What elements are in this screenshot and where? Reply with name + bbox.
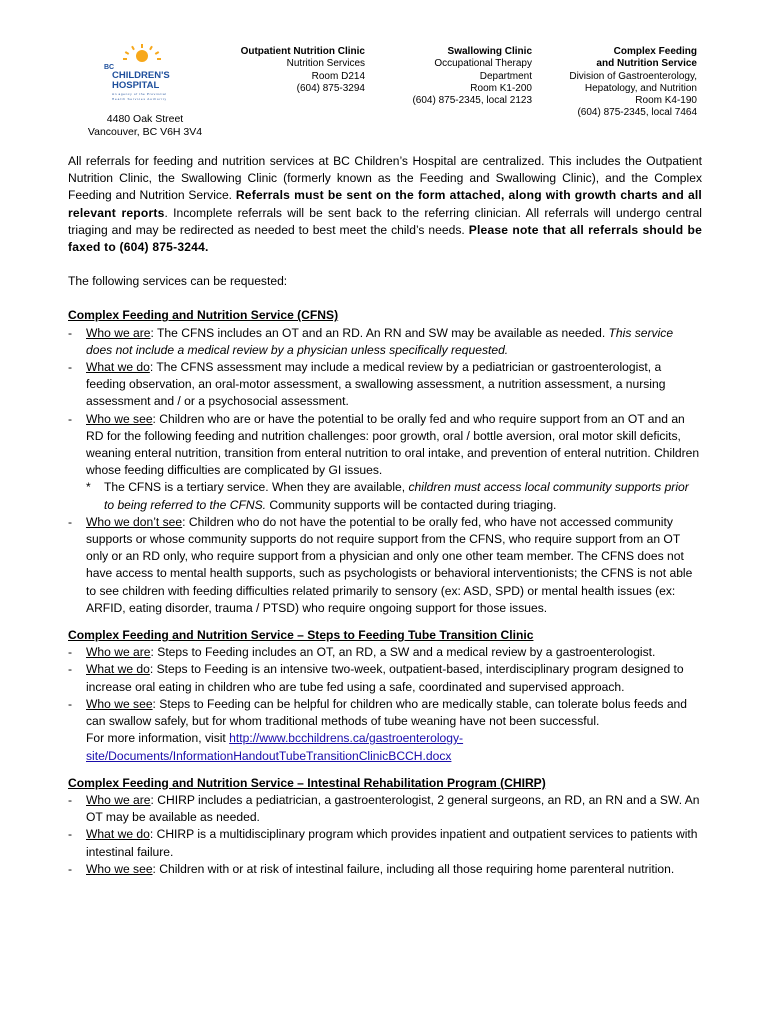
- item-label: Who we see: [86, 696, 153, 711]
- logo-tagline: [112, 92, 166, 101]
- list-item: - Who we see: Children who are or have the potential to be orally fed and who require support from an OT and an RD for the following feeding and nutrition challenges: poor growth, oral / bottle aversion, oral motor skill deficits, weaning enteral nutrition, transition from enteral nutrition to oral intake, and prevention of enteral nutrition. Children whose feeding difficulties are complicated by GI issues.: [68, 411, 700, 478]
- item-label: What we do: [86, 662, 150, 677]
- clinic-outpatient-nutrition: [210, 46, 365, 95]
- clinic-line: Hepatology, and Nutrition: [584, 82, 697, 94]
- section-title-chirp: Complex Feeding and Nutrition Service – Intestinal Rehabilitation Program (CHIRP): [68, 775, 546, 790]
- item-label: Who we are: [86, 645, 151, 660]
- logo-line3: HOSPITAL: [112, 80, 160, 91]
- item-italic: This service does not include a medical review by a physician unless specifically requested.: [86, 325, 674, 357]
- list-item: - Who we are: CHIRP includes a pediatrician, a gastroenterologist, 2 general surgeons, an RD, an RN and a SW. An OT may be available as needed.: [68, 792, 700, 825]
- item-label: Who we see: [86, 411, 153, 426]
- section-title-steps: Complex Feeding and Nutrition Service – Steps to Feeding Tube Transition Clinic: [68, 628, 534, 643]
- item-text: : CHIRP includes a pediatrician, a gastroenterologist, 2 general surgeons, an RD, an RN and a SW. An OT may be available as needed.: [86, 792, 700, 825]
- item-text: : Children who are or have the potential to be orally fed and who require support from an OT and an RD for the following feeding and nutrition challenges: poor growth, oral / bottle aversion, oral motor skill deficits, weaning enteral nutrition, transition from enteral nutrition to oral intake, and prevention of enteral nutrition. Children whose feeding difficulties are complicated by GI issues.: [86, 411, 700, 478]
- clinic-title: Outpatient Nutrition Clinic: [240, 46, 365, 57]
- item-label: Who we are: [86, 325, 151, 340]
- clinic-line: Room K4-190: [635, 95, 697, 107]
- clinic-title-2: and Nutrition Service: [596, 58, 697, 70]
- list-item: - Who we are: Steps to Feeding includes an OT, an RD, a SW and a medical review by a gastroenterologist.: [68, 645, 656, 660]
- list-item: - What we do: CHIRP is a multidisciplinary program which provides inpatient and outpatient services to patients with intestinal failure.: [68, 827, 698, 859]
- item-text: : Steps to Feeding includes an OT, an RD, a SW and a medical review by a gastroenterologist.: [150, 645, 656, 660]
- list-item: - What we do: The CFNS assessment may include a medical review by a pediatrician or gastroenterologist, a feeding observation, an oral-motor assessment, a swallowing assessment, a nutrition assessment, a nursing assessment and / or a psychosocial assessment.: [68, 360, 666, 409]
- document-body: [68, 153, 702, 878]
- clinic-complex-feeding: [545, 46, 697, 120]
- item-label: What we do: [86, 360, 150, 375]
- list-item: - What we do: Steps to Feeding is an intensive two-week, outpatient-based, interdisciplinary program designed to increase oral eating in children who are tube fed using a safe, coordinated and supervised approach.: [68, 662, 684, 694]
- item-label: Who we see: [86, 861, 153, 876]
- item-label: Who we don’t see: [86, 514, 183, 529]
- svg-text:An agency of the Provincial: An agency of the Provincial: [112, 92, 166, 96]
- intro-bold-fax: Please note that all referrals should be faxed to (604) 875-3244.: [68, 222, 702, 255]
- item-text: : The CFNS includes an OT and an RD. An RN and SW may be available as needed.: [150, 325, 609, 340]
- more-info-text: For more information, visit: [86, 731, 230, 746]
- clinic-line: Division of Gastroenterology,: [569, 70, 697, 82]
- item-text: : CHIRP is a multidisciplinary program which provides inpatient and outpatient services to patients with intestinal failure.: [86, 827, 698, 859]
- clinic-line: Room K1-200: [470, 82, 532, 94]
- item-label: Who we are: [86, 792, 151, 807]
- item-text: : Steps to Feeding is an intensive two-week, outpatient-based, interdisciplinary program designed to increase oral eating in children who are tube fed using a safe, coordinated and supervised approach.: [86, 662, 684, 694]
- list-item: - Who we don’t see: Children who do not have the potential to be orally fed, who have not accessed community supports or whose community supports do not require support from the CFNS, who require support from an OT only or an RD only, who require support from a physician and only one other team member. The CFNS does not have access to mental health supports, such as psychologists or behavioral interventionists; the CFNS is not able to see children with feeding difficulties related primarily to sensory (ex: ASD, SPD) or mental health issues (ex: ARFID, eating disorder, trauma / PTSD) who require ongoing support for those issues.: [68, 514, 693, 615]
- intro-paragraph: [68, 153, 702, 256]
- intro-text-2: . Incomplete referrals will be sent back to the referring clinician. All referrals will undergo central triaging and may be redirected as needed to best meet the child’s needs.: [68, 205, 702, 237]
- clinic-line: Nutrition Services: [286, 58, 365, 70]
- clinic-title: Complex Feeding: [613, 46, 697, 57]
- section-title-cfns: Complex Feeding and Nutrition Service (CFNS): [68, 308, 339, 323]
- item-text: : The CFNS assessment may include a medical review by a pediatrician or gastroenterologist, a feeding observation, an oral-motor assessment, a swallowing assessment, a nutrition assessment, a nursing assessment and / or a psychosocial assessment.: [86, 360, 666, 409]
- svg-text:Health Services Authority: Health Services Authority: [112, 97, 166, 101]
- item-text: : Children with or at risk of intestinal failure, including all those requiring home parenteral nutrition.: [152, 861, 675, 876]
- clinic-phone: (604) 875-2345, local 7464: [577, 107, 697, 119]
- intro-bold-requirement: Referrals must be sent on the form attached, along with growth charts and all relevant reports: [68, 188, 702, 220]
- note-italic: children must access local community supports prior to being referred to the CFNS.: [104, 480, 689, 512]
- clinic-line: Room D214: [311, 70, 365, 82]
- list-item: - Who we see: Children with or at risk of intestinal failure, including all those requiring home parenteral nutrition.: [68, 861, 675, 876]
- address-street: 4480 Oak Street: [106, 113, 184, 125]
- clinic-title: Swallowing Clinic: [447, 46, 532, 57]
- note-item: * The CFNS is a tertiary service. When they are available, children must access local community supports prior to being referred to the CFNS. Community supports will be contacted during triaging.: [86, 480, 689, 512]
- clinic-swallowing: [380, 46, 532, 107]
- address-city: Vancouver, BC V6H 3V4: [87, 125, 203, 138]
- item-label: What we do: [86, 827, 150, 842]
- clinic-line: Department: [479, 70, 532, 82]
- clinic-line: Occupational Therapy: [434, 58, 532, 70]
- sun-icon: [102, 44, 182, 106]
- logo-line2: CHILDREN'S: [112, 70, 170, 81]
- intro-text: All referrals for feeding and nutrition services at BC Children’s Hospital are centralized. This includes the Outpatient Nutrition Clinic, the Swallowing Clinic (formerly known as the Feeding and Swallowing Clinic), and the Complex Feeding and Nutrition Service.: [68, 154, 702, 203]
- link-text-line2[interactable]: site/Documents/InformationHandoutTubeTransitionClinicBCCH.docx: [86, 748, 452, 763]
- services-intro: The following services can be requested:: [68, 274, 288, 289]
- link-text-line1[interactable]: http://www.bcchildrens.ca/gastroenterology-: [229, 731, 464, 746]
- note-text: The CFNS is a tertiary service. When they are available,: [104, 480, 409, 495]
- clinic-phone: (604) 875-2345, local 2123: [412, 95, 532, 107]
- logo-line1: BC: [104, 64, 115, 71]
- note-text-2: Community supports will be contacted during triaging.: [266, 497, 557, 512]
- list-item: - Who we see: Steps to Feeding can be helpful for children who are medically stable, can tolerate bolus feeds and can swallow safely, but for whom traditional methods of tube weaning have not been successful. For more information, visit http://www.bcchildrens.ca/gastroenterology- site/Documents/InformationHandoutTubeTransitionClinicBCCH.docx: [68, 696, 688, 763]
- list-item: - Who we are: The CFNS includes an OT and an RD. An RN and SW may be available as needed. This service does not include a medical review by a physician unless specifically requested.: [68, 325, 674, 357]
- clinic-phone: (604) 875-3294: [296, 82, 365, 94]
- hospital-address: [80, 113, 210, 138]
- item-text: : Steps to Feeding can be helpful for children who are medically stable, can tolerate bolus feeds and can swallow safely, but for whom traditional methods of tube weaning have not been successful.: [86, 696, 688, 729]
- item-text: : Children who do not have the potential to be orally fed, who have not accessed community supports or whose community supports do not require support from the CFNS, who require support from an OT only or an RD only, who require support from a physician and only one other team member. The CFNS does not have access to mental health supports, such as psychologists or behavioral interventionists; the CFNS is not able to see children with feeding difficulties related primarily to sensory (ex: ASD, SPD) or mental health issues (ex: ARFID, eating disorder, trauma / PTSD) who require ongoing support for those issues.: [86, 514, 693, 615]
- bc-childrens-logo: [102, 44, 182, 106]
